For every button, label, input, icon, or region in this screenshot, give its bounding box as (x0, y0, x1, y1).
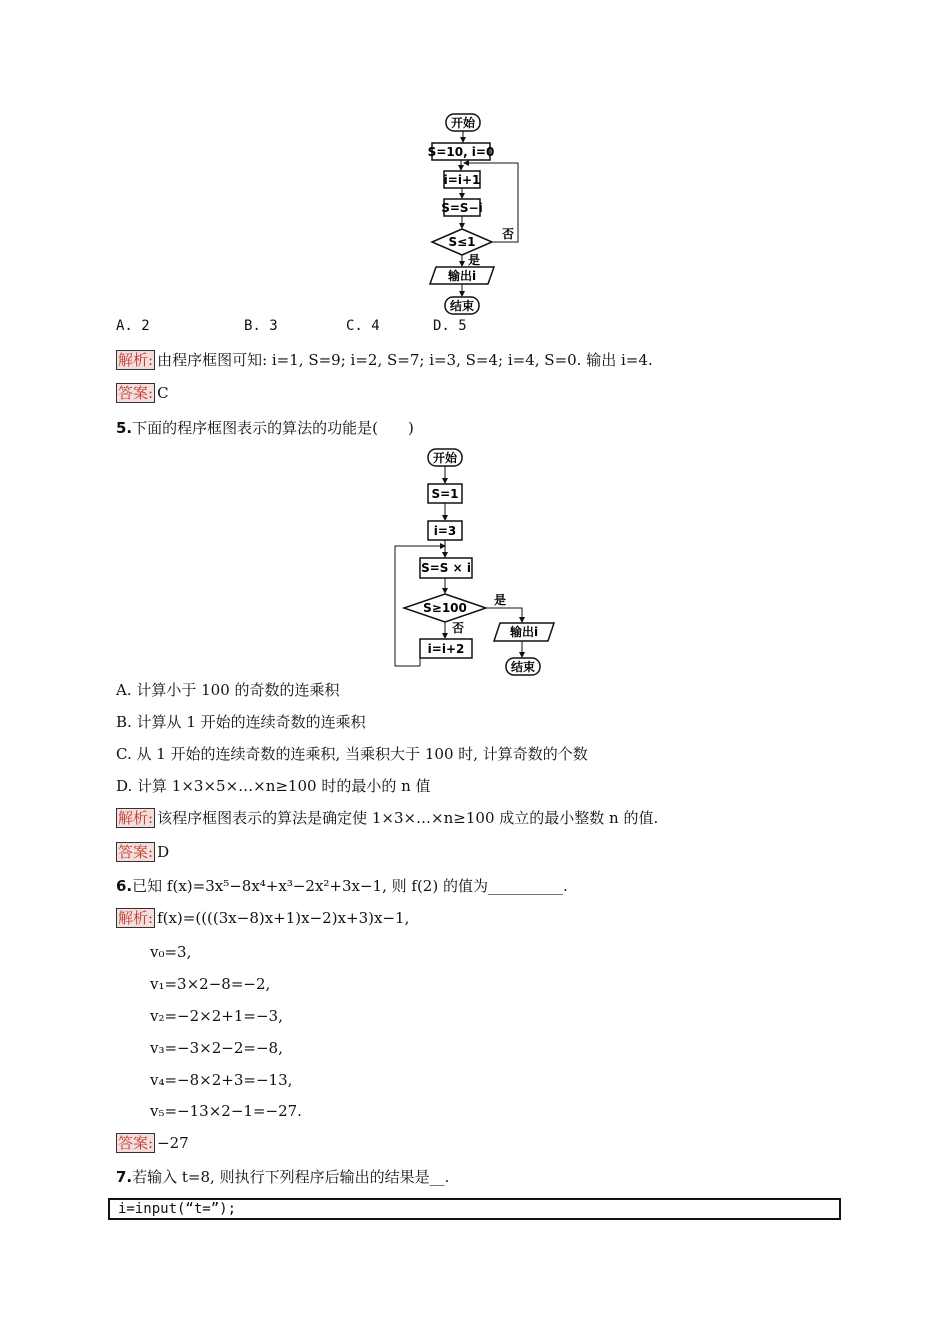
q5-analysis (116, 808, 658, 828)
q6-number: 6. (116, 877, 133, 895)
answer-tag: 答案: (118, 843, 154, 861)
q6-step: v₂=−2×2+1=−3, (150, 1007, 283, 1025)
flow2-step: i=i+2 (427, 642, 465, 656)
analysis-tag: 解析: (118, 809, 154, 827)
q5-analysis-text: 该程序框图表示的算法是确定使 1×3×…×n≥100 成立的最小整数 n 的值. (157, 809, 659, 827)
flow1-no: 否 (502, 227, 515, 241)
q7-question-text: 若输入 t=8, 则执行下列程序后输出的结果是__. (132, 1168, 450, 1186)
flow1-output: 输出i (447, 269, 477, 283)
answer-tag: 答案: (118, 384, 154, 402)
q6-step: v₃=−3×2−2=−8, (150, 1039, 283, 1057)
flowchart-1 (420, 108, 540, 318)
flow2-start: 开始 (432, 451, 458, 465)
flow1-end: 结束 (449, 299, 475, 313)
flow2-init2: i=3 (433, 524, 457, 538)
q6-answer (116, 1133, 189, 1153)
q6-question-text: 已知 f(x)=3x⁵−8x⁴+x³−2x²+3x−1, 则 f(2) 的值为__________. (132, 877, 568, 895)
answer-tag: 答案: (118, 1134, 154, 1152)
flow2-end: 结束 (510, 660, 536, 674)
flow1-start: 开始 (450, 116, 476, 130)
q5-option-d: D. 计算 1×3×5×…×n≥100 时的最小的 n 值 (116, 777, 431, 795)
q5-option-b: B. 计算从 1 开始的连续奇数的连乘积 (116, 713, 366, 731)
q6-question (116, 876, 568, 896)
q5-answer-text: D (157, 843, 170, 861)
q4-analysis (116, 350, 653, 370)
q4-answer-text: C (157, 384, 169, 402)
q6-step: v₅=−13×2−1=−27. (150, 1102, 302, 1120)
flow2-output: 输出i (509, 625, 539, 639)
q4-option-a: A. 2 (116, 318, 150, 334)
q6-analysis (116, 908, 409, 928)
code-box (108, 1198, 841, 1220)
q4-analysis-text: 由程序框图可知: i=1, S=9; i=2, S=7; i=3, S=4; i=4, S=0. 输出 i=4. (157, 351, 653, 369)
q5-question (116, 418, 414, 438)
q4-option-d: D. 5 (433, 318, 467, 334)
analysis-tag: 解析: (118, 351, 154, 369)
code-line: i=input(“t=”); (118, 1201, 237, 1217)
q4-option-b: B. 3 (244, 318, 278, 334)
flow1-step2: S=S−i (441, 201, 483, 215)
q5-question-text: 下面的程序框图表示的算法的功能是( ) (132, 419, 414, 437)
flow1-step1: i=i+1 (443, 173, 481, 187)
q4-option-c: C. 4 (346, 318, 380, 334)
q7-question (116, 1167, 449, 1187)
q6-answer-text: −27 (157, 1134, 189, 1152)
q6-step: v₁=3×2−8=−2, (150, 975, 271, 993)
flow1-init: S=10, i=0 (427, 145, 495, 159)
q5-option-a: A. 计算小于 100 的奇数的连乘积 (116, 681, 340, 699)
flow2-no: 否 (452, 621, 465, 635)
flow1-yes: 是 (468, 253, 481, 267)
q5-option-c: C. 从 1 开始的连续奇数的连乘积, 当乘积大于 100 时, 计算奇数的个数 (116, 745, 588, 763)
q7-number: 7. (116, 1168, 133, 1186)
flow2-cond: S≥100 (423, 601, 467, 615)
analysis-tag: 解析: (118, 909, 154, 927)
q6-analysis-text: f(x)=((((3x−8)x+1)x−2)x+3)x−1, (157, 909, 410, 927)
flow2-body: S=S × i (421, 561, 471, 575)
q5-answer (116, 842, 169, 862)
q4-answer (116, 383, 169, 403)
q6-step: v₀=3, (150, 943, 192, 961)
flow1-cond: S≤1 (448, 235, 476, 249)
q6-step: v₄=−8×2+3=−13, (150, 1071, 293, 1089)
flow2-init1: S=1 (431, 487, 459, 501)
q5-number: 5. (116, 419, 133, 437)
flowchart-2 (390, 446, 565, 680)
flow2-yes: 是 (494, 593, 507, 607)
